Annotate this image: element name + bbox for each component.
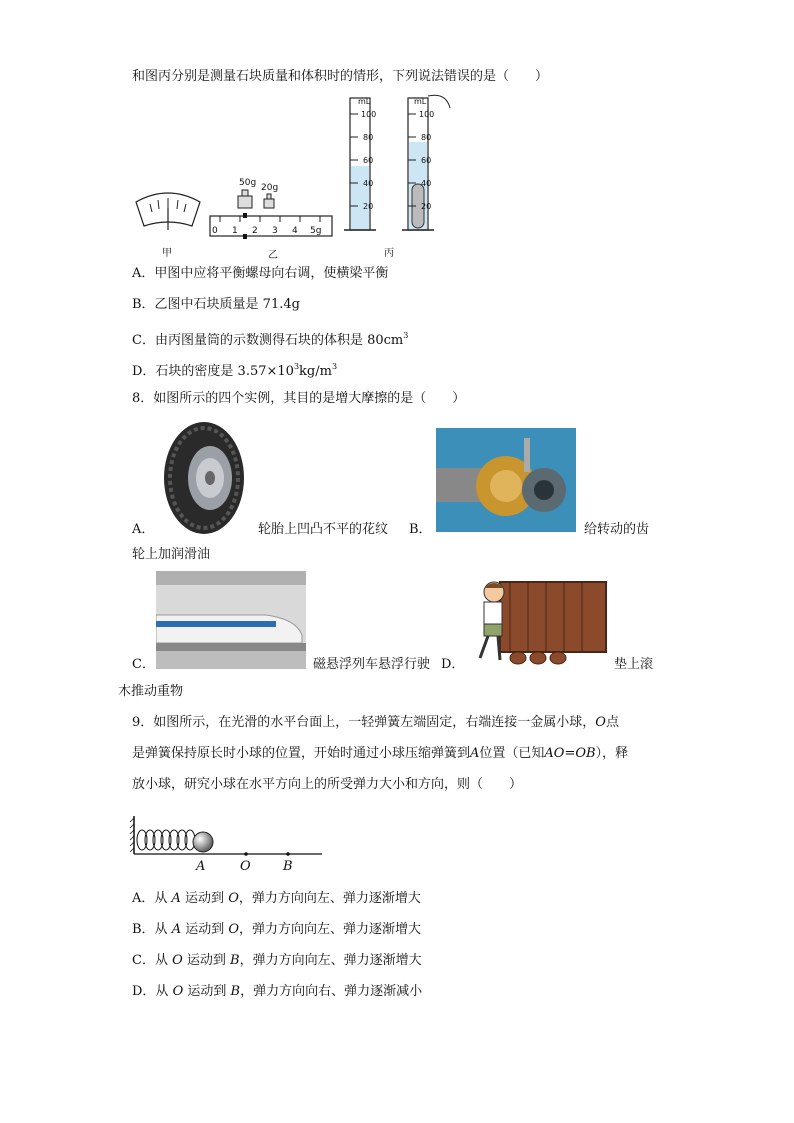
figure-label-jia: 甲 <box>162 248 172 259</box>
scale-tick: 2 <box>252 226 258 236</box>
cylinder-tick: 80 <box>363 133 374 142</box>
q7-option-c: C．由丙图量筒的示数测得石块的体积是 $80cm^3$ <box>132 331 409 348</box>
q8-b-text: 给转动的齿 <box>584 522 650 537</box>
q7-option-d: D．石块的密度是 $3.57\times 10^3kg/m^3$ <box>132 362 338 379</box>
crate-rollers-image <box>458 576 610 668</box>
scale-tick: 1 <box>232 226 238 236</box>
cylinder-unit: mL <box>358 97 371 106</box>
spring-icon <box>137 830 195 850</box>
q7-figure <box>128 92 468 260</box>
q8-c-prefix: C． <box>132 657 155 672</box>
q8-a-prefix: A． <box>132 522 155 537</box>
scale-tick: 3 <box>272 226 278 236</box>
q8-stem: 8．如图所示的四个实例，其目的是增大摩擦的是（ ） <box>132 391 466 406</box>
scale-tick: 4 <box>292 226 298 236</box>
q7-option-a: A．甲图中应将平衡螺母向右调，使横梁平衡 <box>132 266 389 281</box>
q8-c-text: 磁悬浮列车悬浮行驶 <box>313 657 431 672</box>
cylinder-tick: 100 <box>419 110 435 119</box>
cylinder-tick: 60 <box>363 156 374 165</box>
q8-b-text-cont: 轮上加润滑油 <box>132 547 211 562</box>
weight-50g-label: 50g <box>239 178 257 188</box>
point-label-b: B <box>283 859 293 874</box>
scale-tick: 0 <box>212 226 218 236</box>
cylinder-tick: 40 <box>363 179 374 188</box>
q8-d-prefix: D． <box>441 657 465 672</box>
metal-ball-icon <box>193 832 213 852</box>
q9-stem-line3: 放小球，研究小球在水平方向上的所受弹力大小和方向，则（ ） <box>132 777 523 792</box>
q9-option-b: B．从 A 运动到 O，弹力方向向左、弹力逐渐增大 <box>132 922 422 937</box>
cylinder-tick: 20 <box>421 202 432 211</box>
cylinder-tick: 60 <box>421 156 432 165</box>
q8-d-text-cont: 木推动重物 <box>118 684 184 699</box>
cylinder-unit: mL <box>414 97 427 106</box>
cylinder-tick: 100 <box>361 110 377 119</box>
gears-image <box>436 428 576 532</box>
weight-50g-icon <box>238 190 252 208</box>
cylinder-tick: 40 <box>421 179 432 188</box>
figure-label-yi: 乙 <box>268 250 278 261</box>
q9-stem-line2: 是弹簧保持原长时小球的位置，开始时通过小球压缩弹簧到A位置（已知AO=OB），释 <box>132 746 629 761</box>
figure-label-bing: 丙 <box>384 248 394 259</box>
scale-tick: 5g <box>310 226 322 236</box>
spring-ball-figure <box>128 810 328 860</box>
q7-option-b: B．乙图中石块质量是 71.4g <box>132 297 300 312</box>
q9-option-d: D．从 O 运动到 B，弹力方向向右、弹力逐渐减小 <box>132 984 423 999</box>
cylinder-tick: 80 <box>421 133 432 142</box>
point-label-o: O <box>240 859 251 874</box>
point-label-a: A <box>196 859 206 874</box>
q9-option-c: C．从 O 运动到 B，弹力方向向左、弹力逐渐增大 <box>132 953 422 968</box>
q7-stem: 和图丙分别是测量石块质量和体积时的情形，下列说法错误的是（ ） <box>132 69 549 84</box>
q9-stem-line1: 9．如图所示，在光滑的水平台面上，一轻弹簧左端固定，右端连接一金属小球，O点 <box>132 715 619 730</box>
maglev-train-image <box>156 571 306 669</box>
weight-20g-icon <box>264 194 274 208</box>
tire-image <box>160 418 248 538</box>
q8-a-text: 轮胎上凹凸不平的花纹 <box>258 522 389 537</box>
balance-dial-icon <box>136 193 200 230</box>
cylinder-tick: 20 <box>363 202 374 211</box>
q8-b-prefix: B． <box>409 522 432 537</box>
q8-d-text: 垫上滚 <box>614 657 654 672</box>
q9-option-a: A．从 A 运动到 O，弹力方向向左、弹力逐渐增大 <box>132 891 421 906</box>
weight-20g-label: 20g <box>261 183 279 193</box>
